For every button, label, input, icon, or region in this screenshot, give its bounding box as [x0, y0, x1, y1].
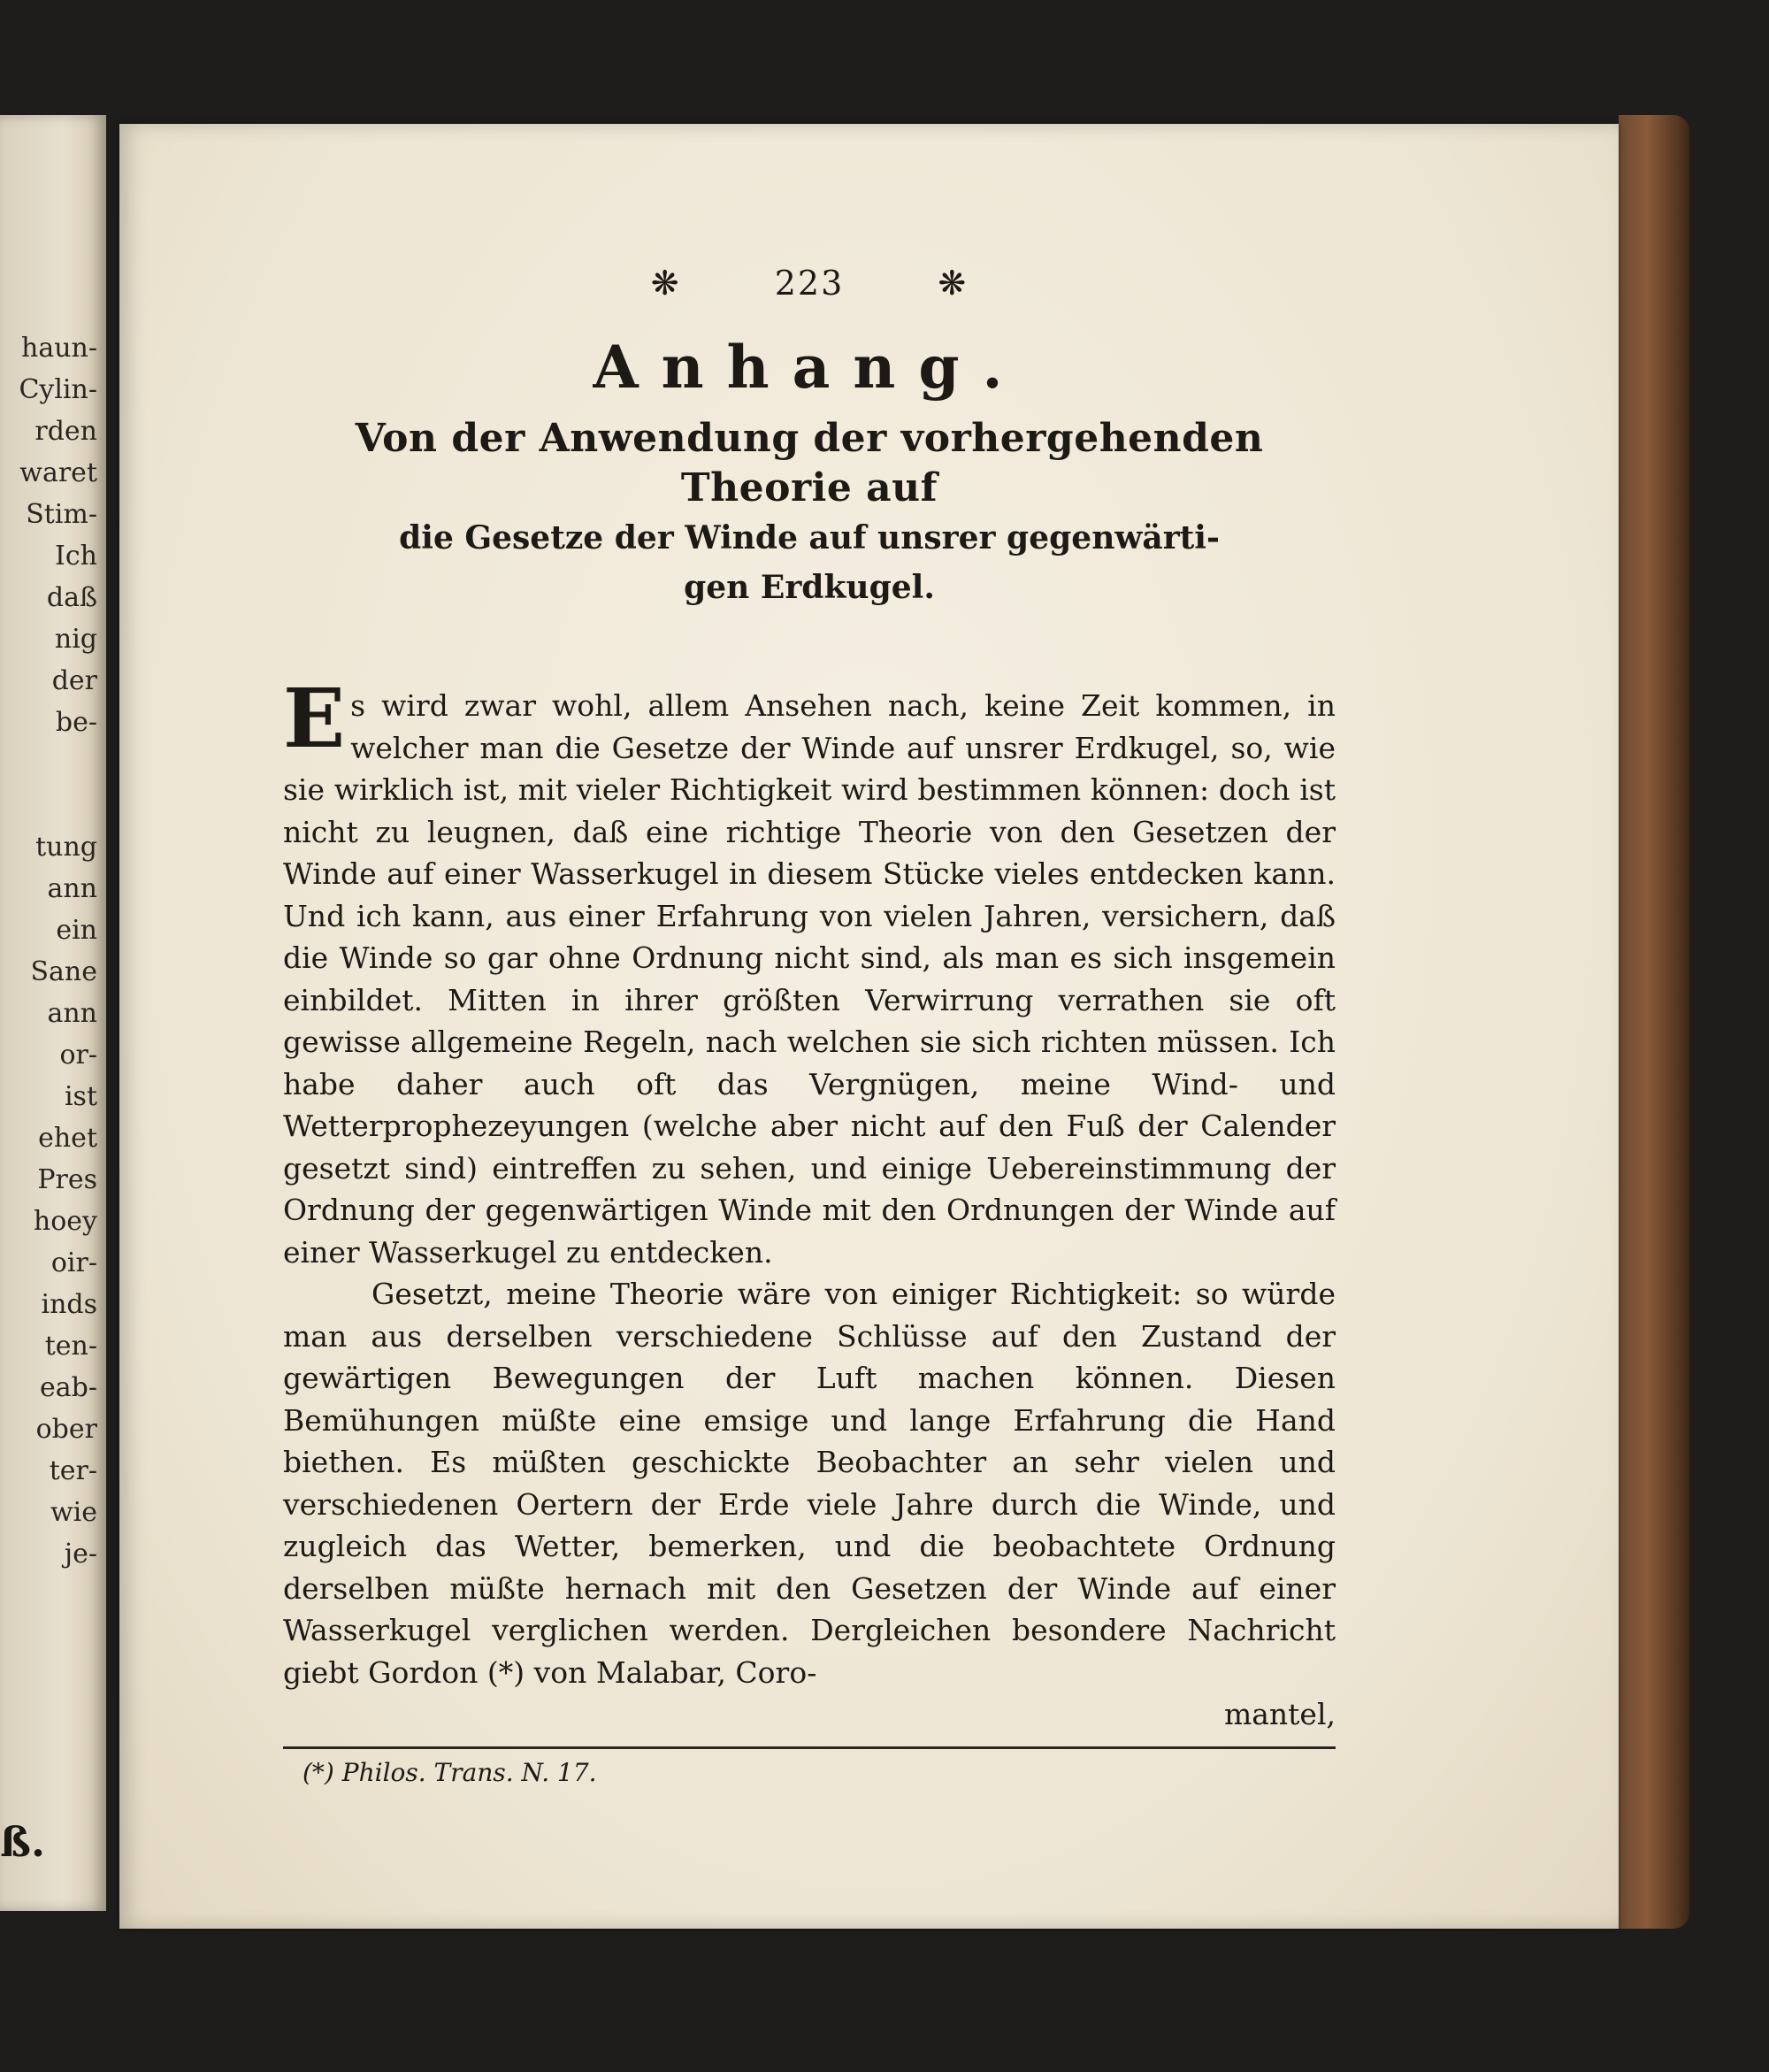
left-page-fragment: waret [19, 457, 97, 488]
left-page-fragment: Cylin- [19, 374, 97, 405]
left-page-fragment: or- [59, 1040, 97, 1071]
left-page-fragment: inds [41, 1289, 97, 1320]
book-page [119, 124, 1619, 1929]
left-page-fragment: ten- [44, 1331, 97, 1362]
body-text [283, 671, 1336, 1736]
left-page-fragment [0, 743, 97, 785]
left-page-fragment: haun- [21, 333, 97, 364]
page-content [283, 257, 1336, 1787]
left-page-text-fragments [0, 327, 97, 1575]
ornament-right-icon: ❋ [938, 264, 969, 303]
left-page-fragment: eab- [40, 1372, 97, 1403]
footnote-rule [283, 1746, 1336, 1749]
subtitle-line-2: die Gesetze der Winde auf unsrer gegenwärti- [399, 519, 1220, 556]
left-page-fragment: nig [54, 624, 97, 655]
left-page-fragment: tung [35, 832, 97, 863]
left-page-fragment: ter- [49, 1455, 97, 1486]
left-page-fragment: je- [64, 1539, 97, 1569]
subtitle-line-1: Von der Anwendung der vorhergehenden Theorie auf [355, 416, 1264, 510]
left-page-fragment: be- [55, 707, 97, 738]
left-page-fragment: ein [56, 915, 97, 946]
paragraph-1-text: s wird zwar wohl, allem Ansehen nach, keine Zeit kommen, in welcher man die Gesetze der Winde auf unsrer Erdkugel, so, wie sie wirklich ist, mit vieler Richtigkeit wird bestimmen können: doch ist nicht zu leugnen, daß eine richtige Theorie von den Gesetzen der Winde auf einer Wasserkugel in diesem Stücke vieles entdecken kann. Und ich kann, aus einer Erfahrung von vielen Jahren, versichern, daß die Winde so gar ohne Ordnung nicht sind, als man es sich insgemein einbildet. Mitten in ihrer größten Verwirrung verrathen sie oft gewisse allgemeine Regeln, nach welchen sie sich richten müssen. Ich habe daher auch oft das Vergnügen, meine Wind- und Wetterprophezeyungen (welche aber nicht auf den Fuß der Calender gesetzt sind) eintreffen zu sehen, und einige Uebereinstimmung der Ordnung der gegenwärtigen Winde mit den Ordnungen der Winde auf einer Wasserkugel zu entdecken. [283, 688, 1336, 1270]
subtitle-line-3: gen Erdkugel. [684, 569, 935, 606]
footnote: (*) Philos. Trans. N. 17. [302, 1757, 597, 1787]
left-page-fragment: wie [50, 1497, 97, 1528]
left-page-fragment: ist [64, 1081, 97, 1112]
left-page-fragment: oir- [50, 1247, 97, 1278]
leather-cover-edge [1619, 115, 1689, 1929]
drop-cap: E [283, 671, 346, 766]
left-page-fragment: daß [46, 582, 97, 613]
left-page-fragment: ober [35, 1414, 97, 1445]
left-page-foot-mark: ß. [0, 1818, 45, 1866]
left-page-fragment [0, 785, 97, 826]
paragraph-1 [283, 671, 1336, 1273]
left-page-fragment: Pres [37, 1164, 97, 1195]
left-page-fragment: Sane [30, 956, 97, 987]
left-page-fragment: der [51, 665, 97, 696]
left-page-fragment: Ich [55, 541, 97, 572]
running-head [283, 257, 1336, 310]
left-page-fragment: ehet [38, 1123, 97, 1154]
paragraph-2: Gesetzt, meine Theorie wäre von einiger Richtigkeit: so würde man aus derselben verschiedene Schlüsse auf den Zustand der gewärtigen Bewegungen der Luft machen können. Diesen Bemühungen müßte eine emsige und lange Erfahrung die Hand biethen. Es müßten geschickte Beobachter an sehr vielen und verschiedenen Oertern der Erde viele Jahre durch die Winde, und zugleich das Wetter, bemerken, und die beobachtete Ordnung derselben müßte hernach mit den Gesetzen der Winde auf einer Wasserkugel verglichen werden. Dergleichen besondere Nachricht giebt Gordon (*) von Malabar, Coro- [283, 1277, 1336, 1690]
section-subtitle [283, 414, 1336, 612]
left-page-fragment: Stim- [26, 499, 97, 530]
ornament-left-icon: ❋ [650, 264, 681, 303]
left-facing-page [0, 115, 106, 1911]
page-title: Anhang. [593, 333, 1026, 402]
catchword: mantel, [1223, 1697, 1336, 1731]
left-page-fragment: ann [47, 873, 97, 904]
left-page-fragment: hoey [33, 1206, 97, 1237]
page-number: 223 [774, 264, 845, 303]
left-page-fragment: ann [47, 998, 97, 1029]
left-page-fragment: rden [34, 416, 97, 447]
